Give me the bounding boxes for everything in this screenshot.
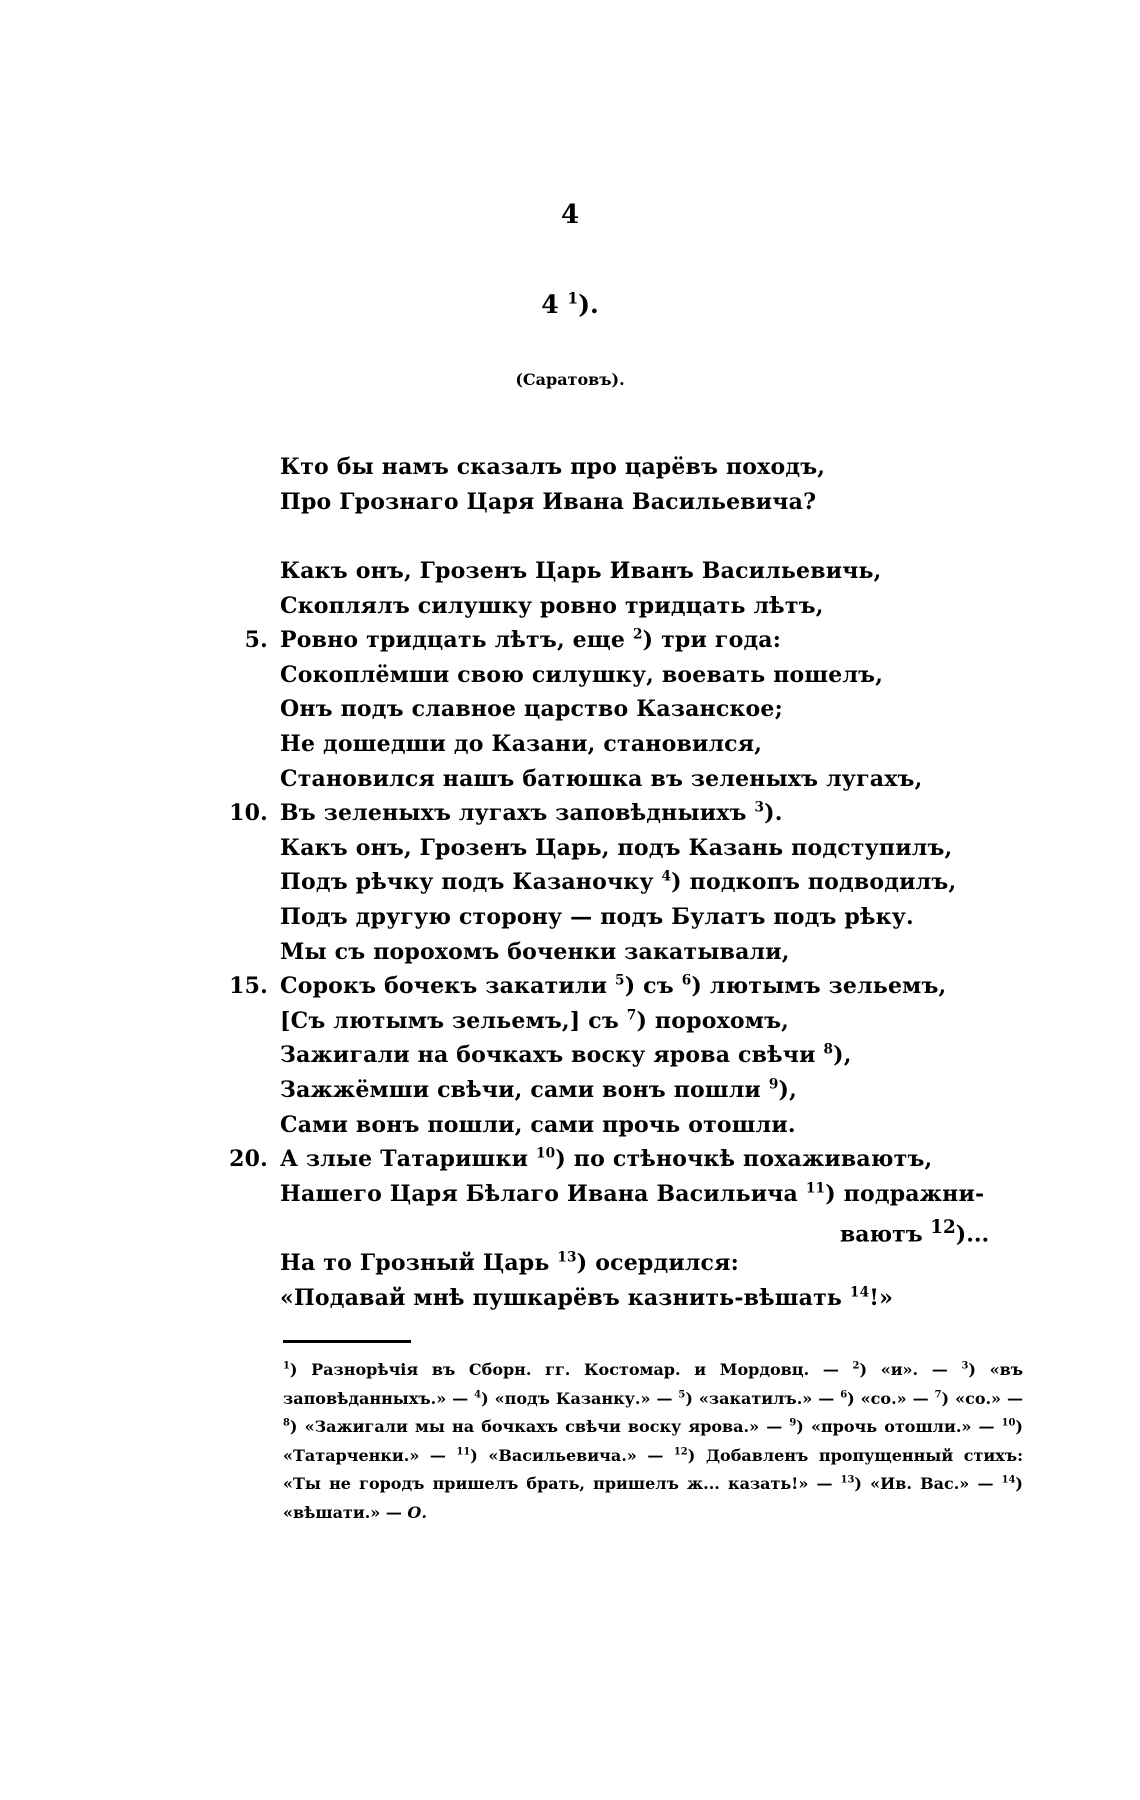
footnote-text: ) «со.» — xyxy=(847,1388,935,1408)
verse-text: Скоплялъ силушку ровно тридцать лѣтъ, xyxy=(280,592,824,619)
verse-text: ) подкопъ подводилъ, xyxy=(671,869,957,896)
verse-text: Подъ рѣчку подъ Казаночку xyxy=(280,869,662,896)
verse-line xyxy=(280,762,1040,797)
verse-text: Какъ онъ, Грозенъ Царь Иванъ Васильевичь, xyxy=(280,558,882,584)
footnote-ref: 1 xyxy=(567,288,579,308)
footnote-divider xyxy=(283,1340,411,1343)
line-number: 5. xyxy=(244,627,268,654)
verse-text: ), xyxy=(833,1042,852,1069)
footnote-ref: 14 xyxy=(849,1284,870,1301)
footnote-text: ) «Татарченки.» — xyxy=(283,1417,1023,1465)
verse-line xyxy=(280,692,1040,727)
footnote-ref: 4 xyxy=(661,869,672,886)
verse-line xyxy=(280,1004,1040,1039)
verse-line xyxy=(280,1038,1040,1073)
footnote-text: ) «закатилъ.» — xyxy=(685,1388,841,1408)
verse-text: Въ зеленыхъ лугахъ заповѣдныихъ xyxy=(280,800,755,827)
line-number: 10. xyxy=(229,800,268,827)
footnote-text: ) «прочь отошли.» — xyxy=(796,1417,1002,1437)
footnote-ref: 11 xyxy=(805,1180,826,1197)
verse-text: ) лютымъ зельемъ, xyxy=(691,973,947,1000)
verse-line xyxy=(280,450,1040,485)
footnote-ref: 9 xyxy=(789,1417,797,1429)
verse-text: Сокоплёмши свою силушку, воевать пошелъ, xyxy=(280,661,884,688)
footnote-text: ) «со.» — xyxy=(941,1388,1024,1408)
verse-line xyxy=(280,589,1040,624)
verse-line xyxy=(229,1142,1040,1177)
footnote-ref: 11 xyxy=(456,1446,471,1458)
footnote-text: ) «Зажигали мы на бочкахъ свѣчи воску ярова.» — xyxy=(289,1417,790,1437)
verse-line xyxy=(280,1108,1040,1143)
verse-line xyxy=(280,1281,1040,1316)
verse-text: !» xyxy=(869,1284,894,1311)
verse-text: На то Грозный Царь xyxy=(280,1250,558,1276)
footnote-ref: 13 xyxy=(557,1249,577,1266)
verse-text: Зажжёмши свѣчи, сами вонъ пошли xyxy=(280,1077,769,1103)
footnote-ref: 10 xyxy=(535,1145,556,1162)
footnote-ref: 6 xyxy=(681,972,692,989)
verse-line xyxy=(280,1177,1040,1212)
footnote-ref: 1 xyxy=(283,1360,290,1372)
footnote-ref: 10 xyxy=(1001,1417,1016,1429)
footnote-text: ) Добавленъ пропущенный стихъ: «Ты не городъ пришелъ брать, пришелъ ж... казать!» — xyxy=(283,1445,1023,1494)
verse-text: ) подражни- xyxy=(825,1180,985,1207)
verse-line xyxy=(280,485,1040,520)
footnote-ref: 8 xyxy=(823,1042,834,1059)
verse-text: Сами вонъ пошли, сами прочь отошли. xyxy=(280,1111,796,1138)
verse-line xyxy=(229,969,1040,1004)
verse-line xyxy=(280,935,1040,970)
footnote-ref: 13 xyxy=(840,1475,855,1487)
verse-text: ) осердился: xyxy=(576,1250,739,1276)
footnote-text: ) «и». — xyxy=(859,1360,962,1379)
verse-line xyxy=(280,1073,1040,1108)
verse-text: ), xyxy=(778,1077,797,1103)
footnote-text: ) «вѣшати.» — xyxy=(283,1474,1023,1522)
footnote-ref: 12 xyxy=(673,1446,688,1458)
verse-text: Онъ подъ славное царство Казанское; xyxy=(280,696,783,723)
verse-text: Зажигали на бочкахъ воску ярова свѣчи xyxy=(280,1042,824,1069)
poem-source: (Саратовъ). xyxy=(515,370,625,389)
verse-line xyxy=(280,727,1040,762)
verse-text: Ровно тридцать лѣтъ, еще xyxy=(280,627,633,654)
footnote-ref: 2 xyxy=(852,1360,860,1372)
verse-text: ). xyxy=(764,800,783,827)
line-number: 15. xyxy=(229,973,268,1000)
footnote-ref: 5 xyxy=(615,972,625,989)
footnote-text: ) «подъ Казанку.» — xyxy=(481,1388,679,1408)
verse-text: Становился нашъ батюшка въ зеленыхъ лугахъ, xyxy=(280,765,923,792)
verse-text: Какъ онъ, Грозенъ Царь, подъ Казань подступилъ, xyxy=(280,834,953,861)
footnote-ref: 7 xyxy=(626,1007,637,1024)
verse-text: Про Грознаго Царя Ивана Васильевича? xyxy=(280,488,817,515)
verse-line xyxy=(280,1246,1040,1281)
footnote-ref: 7 xyxy=(934,1389,942,1401)
verse-text: Нашего Царя Бѣлаго Ивана Васильича xyxy=(280,1180,806,1207)
verse-line xyxy=(280,900,1040,935)
verse-text: [Съ лютымъ зельемъ,] съ xyxy=(280,1007,627,1034)
footnote-text: ) «Васильевича.» — xyxy=(470,1445,674,1465)
verse-text: ) порохомъ, xyxy=(636,1007,790,1034)
verse-text: Подъ другую сторону — подъ Булатъ подъ рѣку. xyxy=(280,904,914,930)
verse-text: )... xyxy=(955,1221,990,1248)
verse-text: ) съ xyxy=(624,973,682,1000)
verse-text: ) по стѣночкѣ похаживаютъ, xyxy=(555,1146,933,1173)
footnote-ref: 14 xyxy=(1001,1475,1016,1487)
footnote-ref: 4 xyxy=(474,1389,482,1401)
verse-text: А злые Татаришки xyxy=(280,1146,536,1173)
footnotes xyxy=(283,1356,1023,1528)
verse-line xyxy=(229,796,1040,831)
verse-line xyxy=(280,658,1040,693)
verse-line xyxy=(280,831,1040,866)
verse-text: ваютъ xyxy=(840,1221,931,1248)
verse-line xyxy=(280,865,1040,900)
footnote-text: ) «Ив. Вас.» — xyxy=(854,1474,1002,1494)
verse-text: Мы съ порохомъ боченки закатывали, xyxy=(280,938,790,965)
verse-line xyxy=(244,623,1040,658)
footnote-ref: 3 xyxy=(961,1360,969,1372)
footnote-text: ) Разнорѣчія въ Сборн. гг. Костомар. и Мордовц. — xyxy=(289,1360,853,1379)
footnote-ref: 8 xyxy=(283,1417,290,1429)
footnote-ref: 9 xyxy=(768,1076,779,1093)
poem-number: 4 xyxy=(541,290,559,319)
verse-line xyxy=(280,554,1040,589)
footnote-ref: 2 xyxy=(632,626,643,643)
footnote-ref: 5 xyxy=(678,1389,686,1401)
verse-text: Кто бы намъ сказалъ про царёвъ походъ, xyxy=(280,454,826,480)
editor-signature: О. xyxy=(407,1502,427,1522)
heading-punctuation: ). xyxy=(578,290,599,319)
verse-text: «Подавай мнѣ пушкарёвъ казнить-вѣшать xyxy=(280,1284,850,1311)
footnote-ref: 3 xyxy=(754,799,765,816)
line-number: 20. xyxy=(229,1146,268,1173)
poem-heading xyxy=(0,290,1140,319)
page-number: 4 xyxy=(560,200,580,230)
footnote-text: ) «въ заповѣданныхъ.» — xyxy=(283,1360,1024,1408)
verse-text: ) три года: xyxy=(642,627,782,654)
verse-text: Не дошедши до Казани, становился, xyxy=(280,731,763,757)
verse-text: Сорокъ бочекъ закатили xyxy=(280,973,616,1000)
footnote-ref: 6 xyxy=(840,1389,848,1401)
footnote-ref: 12 xyxy=(930,1217,956,1239)
